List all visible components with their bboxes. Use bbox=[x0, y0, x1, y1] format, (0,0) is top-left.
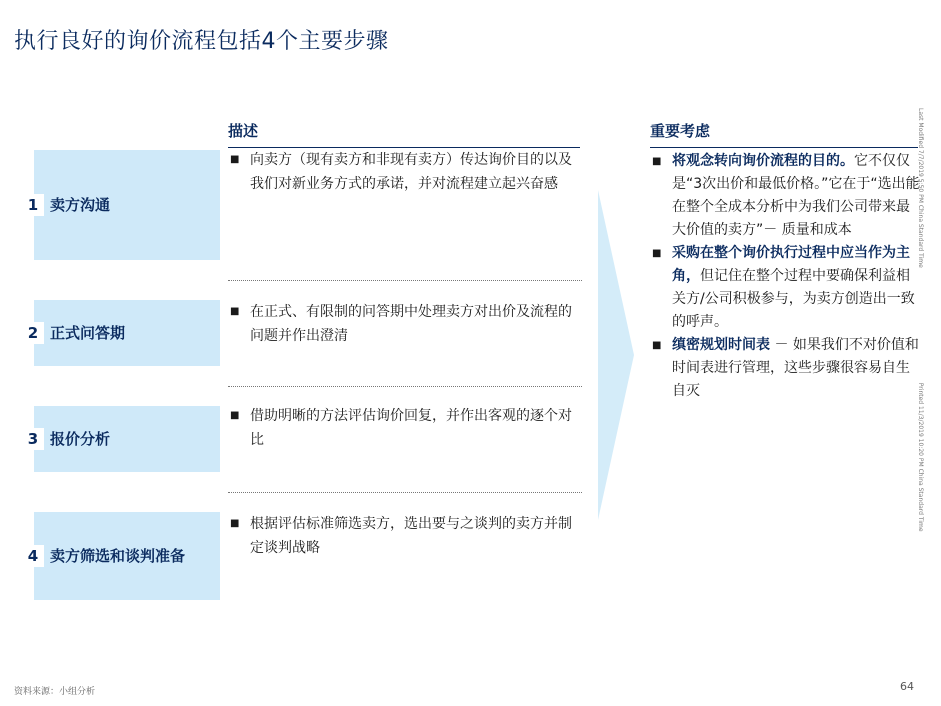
key-point-1 bbox=[650, 150, 920, 242]
printed-note: Printed 11/3/2019 10:20 PM China Standard Time bbox=[917, 382, 924, 532]
step-label-2: 正式问答期 bbox=[50, 324, 126, 342]
step-description-text-2: 在正式、有限制的问答期中处理卖方对出价及流程的问题并作出澄清 bbox=[250, 304, 572, 344]
step-description-1 bbox=[228, 148, 578, 196]
key-point-bold-1: 将观念转向询价流程的目的。 bbox=[672, 153, 854, 169]
step-label-3: 报价分析 bbox=[50, 430, 111, 448]
key-point-bold-2: 采购在整个询价执行过程中应当作为主角， bbox=[672, 245, 910, 284]
step-box-1 bbox=[27, 150, 220, 260]
key-point-2 bbox=[650, 242, 920, 334]
chevron-arrow-icon bbox=[598, 190, 638, 520]
step-description-2 bbox=[228, 300, 578, 348]
key-point-bold-3: 缜密规划时间表 bbox=[672, 337, 770, 353]
step-box-3 bbox=[27, 406, 220, 472]
step-number-3: 3 bbox=[22, 428, 44, 450]
bullet-icon: ■ bbox=[652, 248, 662, 259]
last-modified-note: Last Modified 7/7/2019 5:50 PM China Standard Time bbox=[917, 108, 924, 268]
step-divider-3 bbox=[228, 492, 582, 493]
step-divider-2 bbox=[228, 386, 582, 387]
key-point-text-1: 它不仅仅是“3次出价和最低价格。”它在于“选出能在整个全成本分析中为我们公司带来最大价值的卖方”－ 质量和成本 bbox=[672, 153, 920, 238]
step-description-text-4: 根据评估标准筛选卖方，选出要与之谈判的卖方并制定谈判战略 bbox=[250, 516, 572, 556]
step-description-text-1: 向卖方（现有卖方和非现有卖方）传达询价目的以及我们对新业务方式的承诺，并对流程建立起兴奋感 bbox=[250, 152, 572, 192]
step-number-1: 1 bbox=[22, 194, 44, 216]
step-label-4: 卖方筛选和谈判准备 bbox=[50, 547, 186, 565]
key-point-text-2: 但记住在整个过程中要确保利益相关方/公司积极参与，为卖方创造出一致的呼声。 bbox=[672, 268, 915, 330]
description-header: 描述 bbox=[228, 120, 580, 148]
step-number-4: 4 bbox=[22, 545, 44, 567]
page-number: 64 bbox=[900, 680, 914, 693]
step-number-2: 2 bbox=[22, 322, 44, 344]
bullet-icon: ■ bbox=[230, 306, 240, 317]
bullet-icon: ■ bbox=[230, 154, 240, 165]
source-footnote: 资料来源：小组分析 bbox=[14, 687, 96, 697]
side-note bbox=[917, 108, 924, 532]
step-description-4 bbox=[228, 512, 578, 560]
bullet-icon: ■ bbox=[230, 518, 240, 529]
key-point-text-3: － 如果我们不对价值和时间表进行管理，这些步骤很容易自生自灭 bbox=[672, 337, 919, 399]
step-description-text-3: 借助明晰的方法评估询价回复，并作出客观的逐个对比 bbox=[250, 408, 572, 448]
key-point-3 bbox=[650, 334, 920, 403]
bullet-icon: ■ bbox=[230, 410, 240, 421]
step-description-3 bbox=[228, 404, 578, 452]
step-label-1: 卖方沟通 bbox=[50, 196, 111, 214]
key-points-list bbox=[650, 150, 920, 403]
bullet-icon: ■ bbox=[652, 156, 662, 167]
step-divider-1 bbox=[228, 280, 582, 281]
bullet-icon: ■ bbox=[652, 340, 662, 351]
step-box-2 bbox=[27, 300, 220, 366]
key-points-header: 重要考虑 bbox=[650, 120, 918, 148]
page-title: 执行良好的询价流程包括4个主要步骤 bbox=[14, 29, 389, 54]
step-box-4 bbox=[27, 512, 220, 600]
